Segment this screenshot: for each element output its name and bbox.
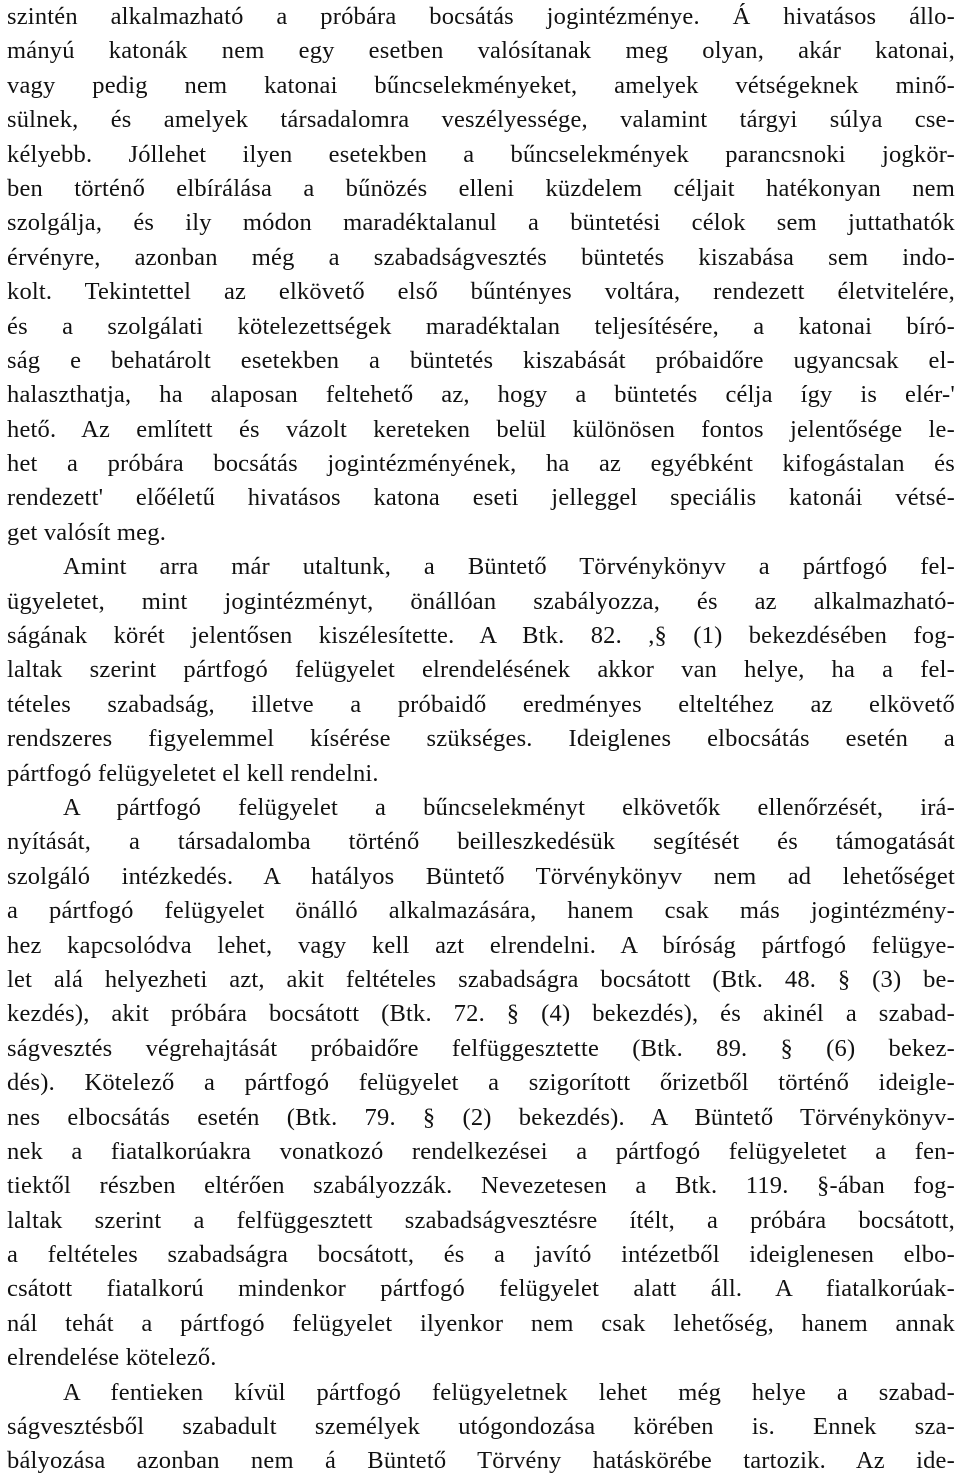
text-line: laltak szerint a felfüggesztett szabadságvesztésre ítélt, a próbára bocsátott, bbox=[7, 1206, 955, 1234]
text-line: het a próbára bocsátás jogintézményének, ha az egyébként kifogástalan és bbox=[7, 450, 955, 478]
text-line: sülnek, és amelyek társadalomra veszélyessége, valamint tárgyi súlya cse- bbox=[7, 106, 955, 134]
text-line: ság e behatárolt esetekben a büntetés kiszabását próbaidőre ugyancsak el- bbox=[7, 346, 955, 374]
document-page bbox=[7, 0, 955, 1479]
text-line: halaszthatja, ha alaposan feltehető az, hogy a büntetés célja így is elér-' bbox=[7, 381, 955, 409]
text-line: szolgálja, és ily módon maradéktalanul a büntetési célok sem juttathatók bbox=[7, 209, 955, 237]
text-line: szolgáló intézkedés. A hatályos Büntető Törvénykönyv nem ad lehetőséget bbox=[7, 862, 955, 890]
text-line: Amint arra már utaltunk, a Büntető Törvénykönyv a pártfogó fel- bbox=[63, 553, 955, 581]
text-line: get valósít meg. bbox=[7, 518, 167, 546]
text-line: a pártfogó felügyelet önálló alkalmazására, hanem csak más jogintézmény- bbox=[7, 897, 955, 925]
text-line: nyítását, a társadalomba történő beilleszkedésük segítését és támogatását bbox=[7, 828, 955, 856]
text-line: kélyebb. Jóllehet ilyen esetekben a bűncselekmények parancsnoki jogkör- bbox=[7, 140, 955, 168]
text-line: A fentieken kívül pártfogó felügyeletnek lehet még helye a szabad- bbox=[63, 1378, 955, 1406]
text-line: és a szolgálati kötelezettségek maradéktalan teljesítésére, a katonai bíró- bbox=[7, 312, 955, 340]
text-line: nes elbocsátás esetén (Btk. 79. § (2) bekezdés). A Büntető Törvénykönyv- bbox=[7, 1103, 955, 1131]
text-line: hez kapcsolódva lehet, vagy kell azt elrendelni. A bíróság pártfogó felügye- bbox=[7, 931, 955, 959]
text-line: pártfogó felügyeletet el kell rendelni. bbox=[7, 759, 379, 787]
text-line: érvényre, azonban még a szabadságvesztés büntetés kiszabása sem indo- bbox=[7, 243, 955, 271]
text-line: rendszeres figyelemmel kísérése szükséges. Ideiglenes elbocsátás esetén a bbox=[7, 725, 955, 753]
text-line: elrendelése kötelező. bbox=[7, 1344, 217, 1372]
text-line: hető. Az említett és vázolt kereteken belül különösen fontos jelentősége le- bbox=[7, 415, 955, 443]
text-line: tiektől részben eltérően szabályozzák. Nevezetesen a Btk. 119. §-ában fog- bbox=[7, 1172, 955, 1200]
text-line: bályozása azonban nem á Büntető Törvény hatáskörébe tartozik. Az ide- bbox=[7, 1447, 955, 1475]
text-line: dés). Kötelező a pártfogó felügyelet a szigorított őrizetből történő ideigle- bbox=[7, 1069, 955, 1097]
text-line: mányú katonák nem egy esetben valósítanak meg olyan, akár katonai, bbox=[7, 37, 955, 65]
text-line: nek a fiatalkorúakra vonatkozó rendelkezései a pártfogó felügyeletet a fen- bbox=[7, 1137, 955, 1165]
text-line: A pártfogó felügyelet a bűncselekményt elkövetők ellenőrzését, irá- bbox=[63, 793, 955, 821]
text-line: ben történő elbírálása a bűnözés elleni küzdelem céljait hatékonyan nem bbox=[7, 174, 955, 202]
text-line: let alá helyezheti azt, akit feltételes szabadságra bocsátott (Btk. 48. § (3) be- bbox=[7, 965, 955, 993]
text-line: szintén alkalmazható a próbára bocsátás jogintézménye. Á hivatásos állo- bbox=[7, 3, 955, 30]
text-line: nál tehát a pártfogó felügyelet ilyenkor nem csak lehetőség, hanem annak bbox=[7, 1309, 955, 1337]
text-line: a feltételes szabadságra bocsátott, és a javító intézetből ideiglenesen elbo- bbox=[7, 1241, 955, 1269]
text-line: rendezett' előéletű hivatásos katona eseti jelleggel speciális katonái vétsé- bbox=[7, 484, 955, 512]
text-line: csátott fiatalkorú mindenkor pártfogó felügyelet alatt áll. A fiatalkorúak- bbox=[7, 1275, 955, 1303]
text-line: ságvesztés végrehajtását próbaidőre felfüggesztette (Btk. 89. § (6) bekez- bbox=[7, 1034, 955, 1062]
text-line: kolt. Tekintettel az elkövető első bűntényes voltára, rendezett életvitelére, bbox=[7, 278, 955, 306]
text-line: tételes szabadság, illetve a próbaidő eredményes elteltéhez az elkövető bbox=[7, 690, 955, 718]
text-line: kezdés), akit próbára bocsátott (Btk. 72. § (4) bekezdés), és akinél a szabad- bbox=[7, 1000, 955, 1028]
text-line: vagy pedig nem katonai bűncselekményeket, amelyek vétségeknek minő- bbox=[7, 71, 955, 99]
text-line: laltak szerint pártfogó felügyelet elrendelésének akkor van helye, ha a fel- bbox=[7, 656, 955, 684]
text-line: ügyeletet, mint jogintézményt, önállóan szabályozza, és az alkalmazható- bbox=[7, 587, 955, 615]
text-line: ságvesztésből szabadult személyek utógondozása körében is. Ennek sza- bbox=[7, 1413, 955, 1441]
text-line: ságának körét jelentősen kiszélesítette. A Btk. 82. ,§ (1) bekezdésében fog- bbox=[7, 622, 955, 650]
